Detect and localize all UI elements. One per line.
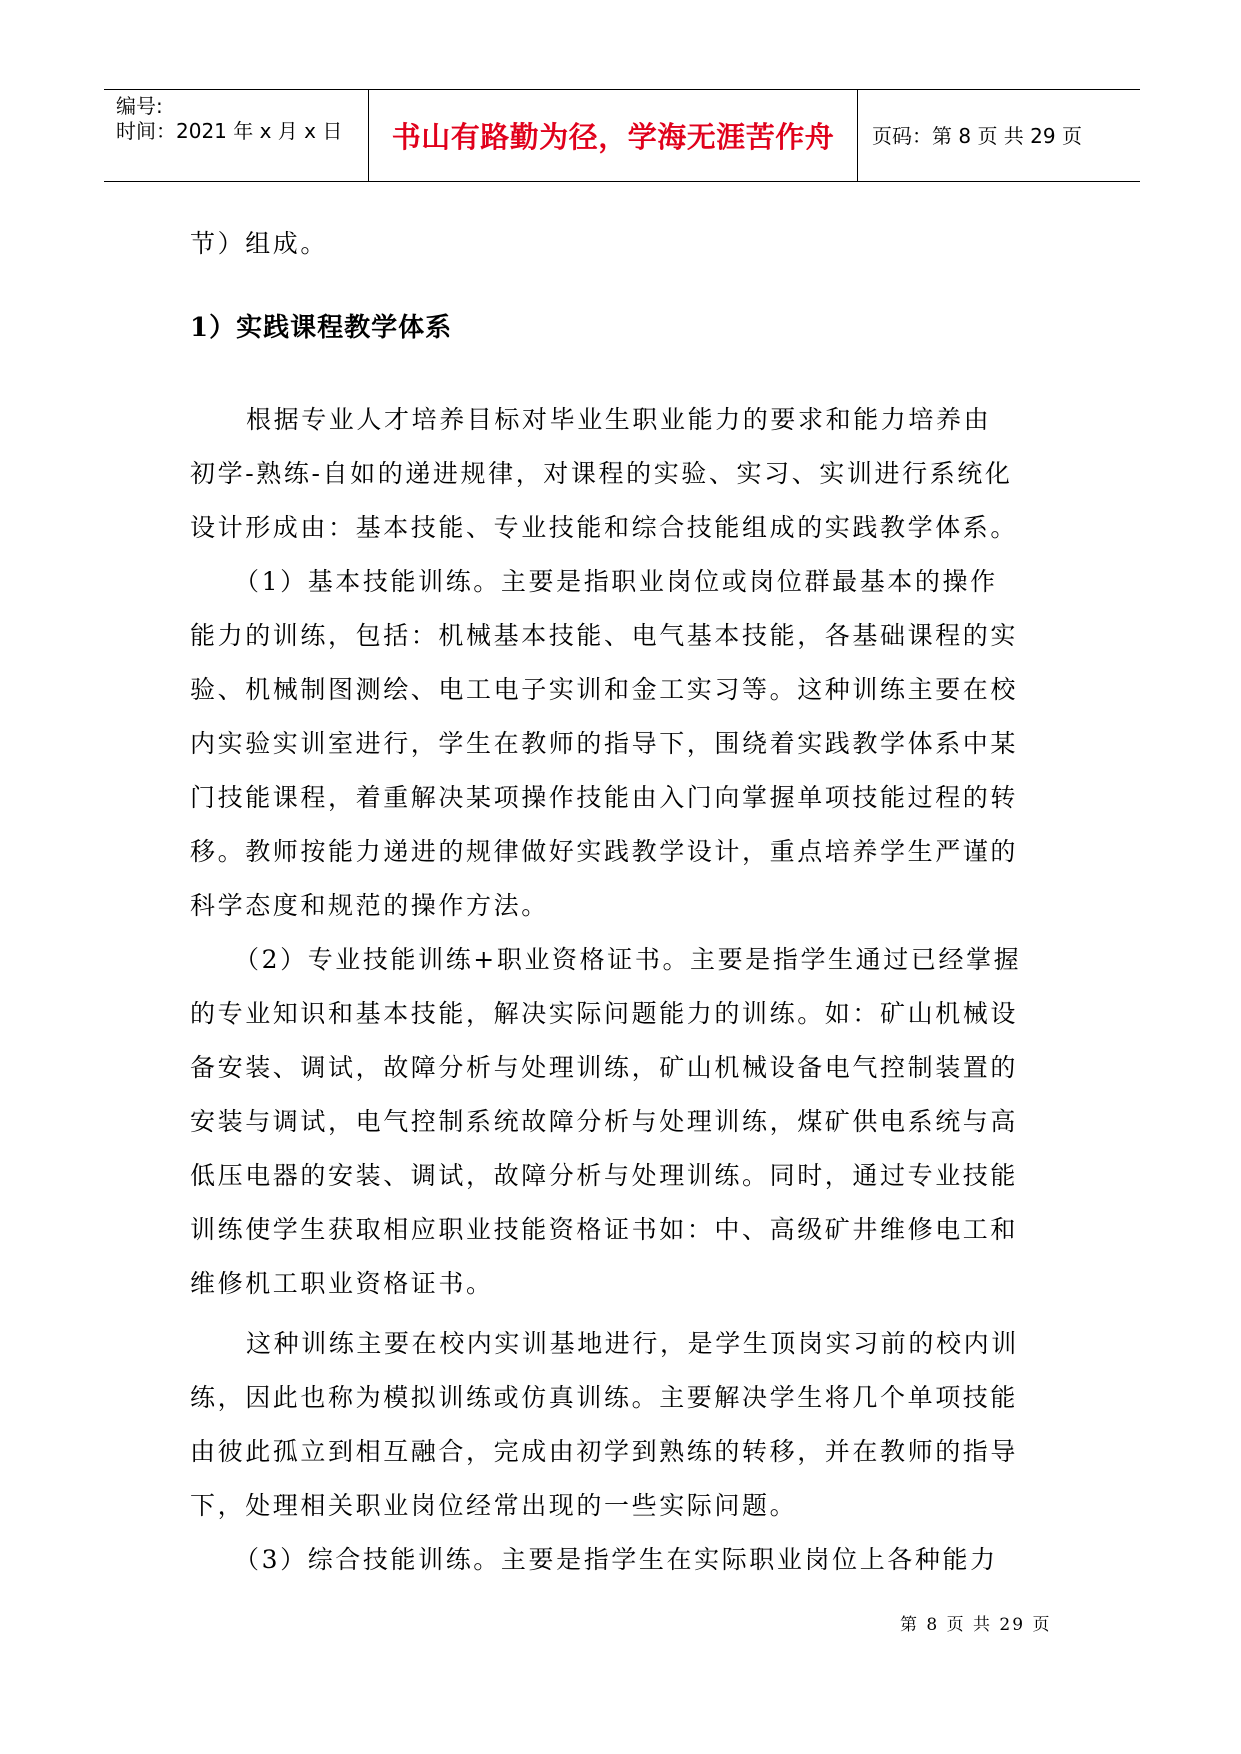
header-motto-cell — [368, 90, 858, 181]
body-line: 低压电器的安装、调试，故障分析与处理训练。同时，通过专业技能 — [190, 1161, 1019, 1190]
section-heading: 1）实践课程教学体系 — [190, 313, 453, 343]
header-info-cell — [104, 90, 368, 181]
document-number-label: 编号: — [116, 94, 163, 118]
body-line: 根据专业人才培养目标对毕业生职业能力的要求和能力培养由 — [246, 405, 992, 434]
body-line: 的专业知识和基本技能，解决实际问题能力的训练。如：矿山机械设 — [190, 999, 1019, 1028]
body-line: （2）专业技能训练+职业资格证书。主要是指学生通过已经掌握 — [234, 945, 1022, 974]
header-page-code: 页码：第 8 页 共 29 页 — [872, 124, 1082, 148]
body-line-continuation: 节）组成。 — [190, 229, 329, 258]
body-line: 内实验实训室进行，学生在教师的指导下，围绕着实践教学体系中某 — [190, 729, 1019, 758]
body-line: 设计形成由：基本技能、专业技能和综合技能组成的实践教学体系。 — [190, 513, 1019, 542]
body-line: （1）基本技能训练。主要是指职业岗位或岗位群最基本的操作 — [234, 567, 998, 596]
header-motto: 书山有路勤为径，学海无涯苦作舟 — [391, 120, 835, 154]
body-line: （3）综合技能训练。主要是指学生在实际职业岗位上各种能力 — [234, 1545, 998, 1574]
page-header — [104, 89, 1140, 182]
body-line: 移。教师按能力递进的规律做好实践教学设计，重点培养学生严谨的 — [190, 837, 1019, 866]
body-line: 初学-熟练-自如的递进规律，对课程的实验、实习、实训进行系统化 — [190, 459, 1013, 488]
body-line: 维修机工职业资格证书。 — [190, 1269, 494, 1298]
body-line: 能力的训练，包括：机械基本技能、电气基本技能，各基础课程的实 — [190, 621, 1019, 650]
body-line: 门技能课程，着重解决某项操作技能由入门向掌握单项技能过程的转 — [190, 783, 1019, 812]
body-line: 练，因此也称为模拟训练或仿真训练。主要解决学生将几个单项技能 — [190, 1383, 1019, 1412]
page-footer: 第 8 页 共 29 页 — [900, 1615, 1052, 1635]
body-line: 训练使学生获取相应职业技能资格证书如：中、高级矿井维修电工和 — [190, 1215, 1019, 1244]
header-page-cell — [858, 90, 1140, 181]
body-line: 科学态度和规范的操作方法。 — [190, 891, 549, 920]
body-line: 这种训练主要在校内实训基地进行，是学生顶岗实习前的校内训 — [246, 1329, 1019, 1358]
body-line: 安装与调试，电气控制系统故障分析与处理训练，煤矿供电系统与高 — [190, 1107, 1019, 1136]
body-line: 备安装、调试，故障分析与处理训练，矿山机械设备电气控制装置的 — [190, 1053, 1019, 1082]
body-line: 由彼此孤立到相互融合，完成由初学到熟练的转移，并在教师的指导 — [190, 1437, 1019, 1466]
body-line: 验、机械制图测绘、电工电子实训和金工实习等。这种训练主要在校 — [190, 675, 1019, 704]
body-line: 下，处理相关职业岗位经常出现的一些实际问题。 — [190, 1491, 798, 1520]
document-time-label: 时间：2021 年 x 月 x 日 — [116, 119, 343, 143]
